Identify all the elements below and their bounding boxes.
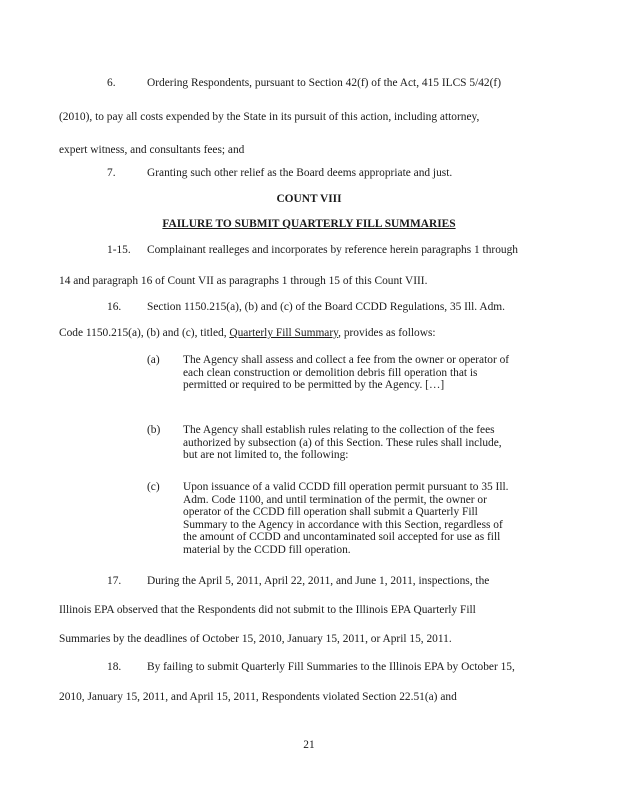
para-16-line-2-post: , provides as follows: [338,327,436,339]
item-7-number: 7. [107,167,116,179]
para-16-line-1: Section 1150.215(a), (b) and (c) of the Board CCDD Regulations, 35 Ill. Adm. [147,301,506,313]
para-17-number: 17. [107,575,122,587]
para-1-15-line-1: Complainant realleges and incorporates by reference herein paragraphs 1 through [147,244,518,256]
item-6-line-1: Ordering Respondents, pursuant to Section 42(f) of the Act, 415 ILCS 5/42(f) [147,77,501,89]
para-18-line-2: 2010, January 15, 2011, and April 15, 2011, Respondents violated Section 22.51(a) and [59,691,457,703]
item-6-line-3: expert witness, and consultants fees; and [59,144,245,156]
para-17-line-1: During the April 5, 2011, April 22, 2011, and June 1, 2011, inspections, the [147,575,490,587]
quote-b-text: The Agency shall establish rules relating to the collection of the fees authorized by subsection (a) of this Section. These rules shall include, but are not limited to, the following: [183,424,502,462]
para-17-line-2: Illinois EPA observed that the Respondents did not submit to the Illinois EPA Quarterly Fill [59,604,476,616]
quote-a-label: (a) [147,354,160,366]
quote-c-label: (c) [147,481,160,493]
para-16-line-2 [59,326,436,340]
item-6-line-2: (2010), to pay all costs expended by the State in its pursuit of this action, including attorney, [59,111,480,123]
item-6-number: 6. [107,77,116,89]
count-title: COUNT VIII [276,193,342,205]
quote-c-text: Upon issuance of a valid CCDD fill operation permit pursuant to 35 Ill. Adm. Code 1100, and until termination of the permit, the owner or operator of the CCDD fill operation shall submit a Quarterly Fill Summary to the Agency in accordance with this Section, regardless of the amount of CCDD and uncontaminated soil accepted for use as fill material by the CCDD fill operation. [183,481,509,556]
page-number: 21 [303,739,315,751]
quote-a-text: The Agency shall assess and collect a fee from the owner or operator of each clean construction or demolition debris fill operation that is permitted or required to be permitted by the Agency. […] [183,354,510,392]
count-subtitle: FAILURE TO SUBMIT QUARTERLY FILL SUMMARIES [162,218,456,230]
quote-b-label: (b) [147,424,161,436]
para-18-line-1: By failing to submit Quarterly Fill Summaries to the Illinois EPA by October 15, [147,661,515,673]
para-1-15-number: 1-15. [107,244,131,256]
item-7-line-1: Granting such other relief as the Board deems appropriate and just. [147,167,453,179]
para-16-line-2-pre: Code 1150.215(a), (b) and (c), titled, [59,327,230,339]
para-18-number: 18. [107,661,122,673]
para-17-line-3: Summaries by the deadlines of October 15, 2010, January 15, 2011, or April 15, 2011. [59,633,452,645]
para-1-15-line-2: 14 and paragraph 16 of Count VII as paragraphs 1 through 15 of this Count VIII. [59,275,428,287]
para-16-number: 16. [107,301,122,313]
quarterly-fill-summary-title: Quarterly Fill Summary [229,327,339,339]
